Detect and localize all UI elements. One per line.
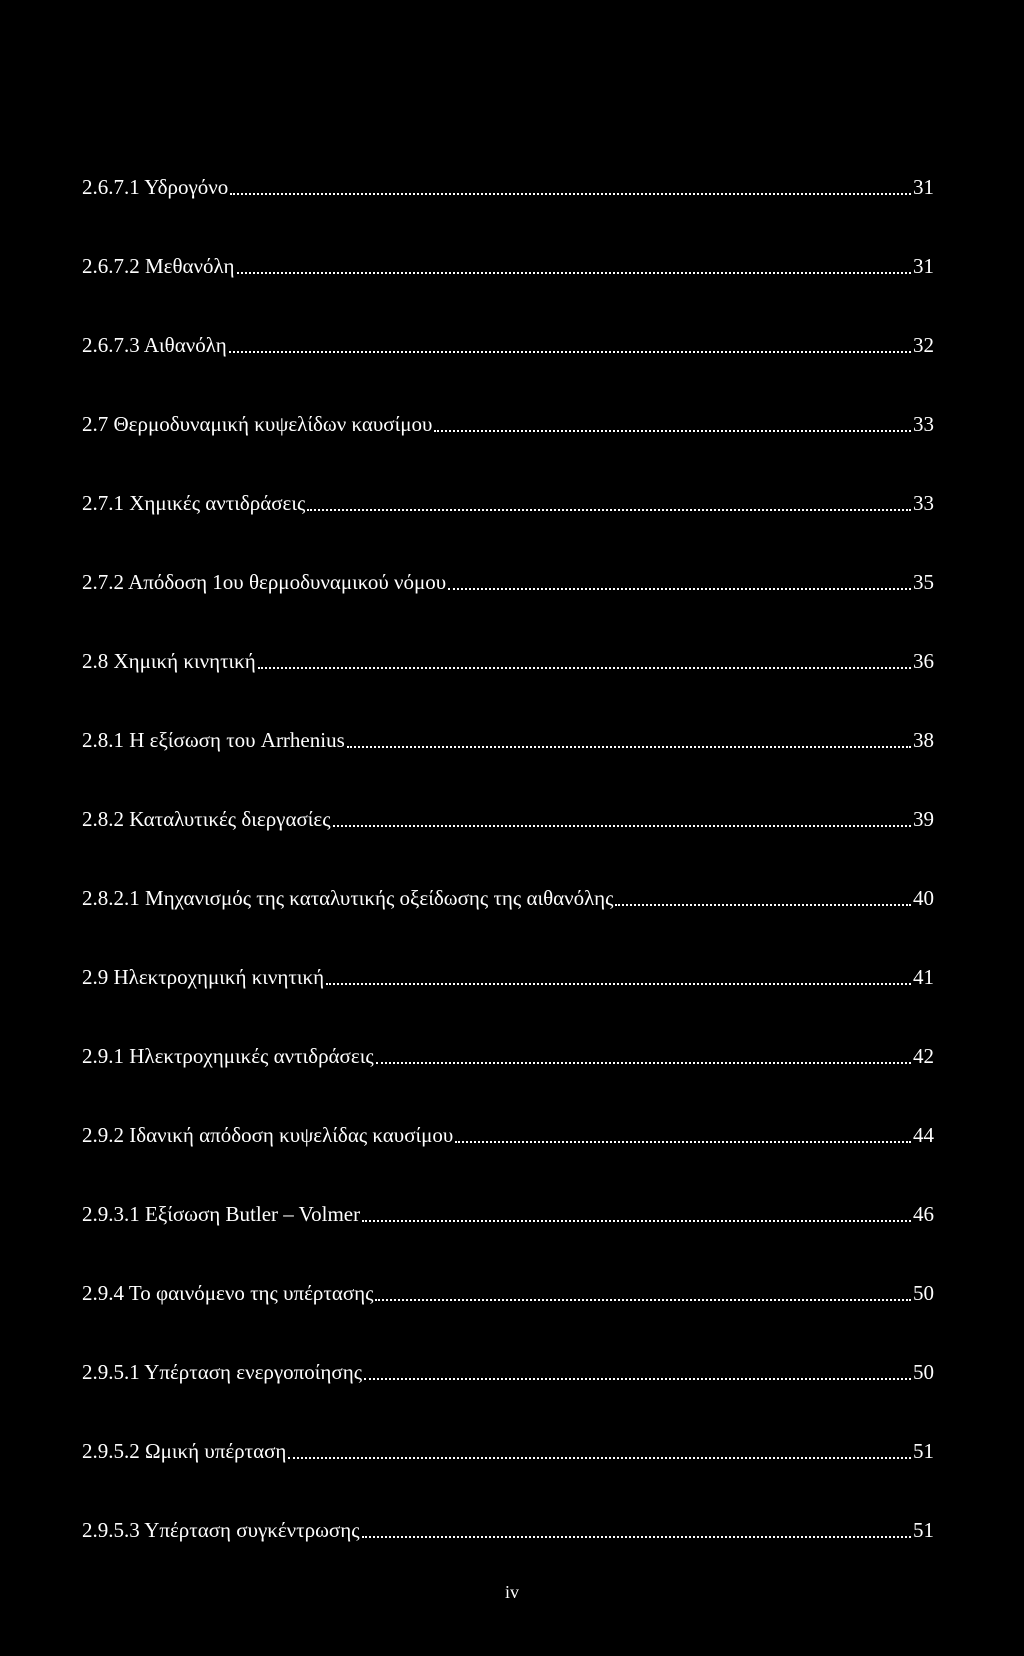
toc-entry-page: 46 bbox=[913, 1202, 934, 1226]
toc-dot-leader bbox=[364, 1378, 911, 1380]
toc-dot-leader bbox=[230, 193, 911, 195]
toc-entry-page: 50 bbox=[913, 1360, 934, 1384]
toc-entry bbox=[82, 252, 934, 280]
toc-entry bbox=[82, 1279, 934, 1307]
toc-entry bbox=[82, 331, 934, 359]
toc-dot-leader bbox=[326, 983, 911, 985]
toc-entry bbox=[82, 647, 934, 675]
toc-entry-title: 2.8.1 Η εξίσωση του Arrhenius bbox=[82, 728, 345, 752]
toc-entry-title: 2.6.7.3 Αιθανόλη bbox=[82, 333, 227, 357]
toc-dot-leader bbox=[615, 904, 911, 906]
toc-entry-page: 38 bbox=[913, 728, 934, 752]
toc-dot-leader bbox=[307, 509, 911, 511]
toc-entry-page: 51 bbox=[913, 1439, 934, 1463]
toc-dot-leader bbox=[347, 746, 911, 748]
toc-entry-page: 39 bbox=[913, 807, 934, 831]
toc-dot-leader bbox=[376, 1062, 911, 1064]
toc-entry bbox=[82, 1042, 934, 1070]
toc-entry-title: 2.8.2 Καταλυτικές διεργασίες bbox=[82, 807, 331, 831]
toc-entry-title: 2.7.2 Απόδοση 1ου θερμοδυναμικού νόμου bbox=[82, 570, 447, 594]
toc-entry bbox=[82, 1200, 934, 1228]
toc-entry-page: 36 bbox=[913, 649, 934, 673]
toc-dot-leader bbox=[362, 1220, 911, 1222]
toc-entry-page: 35 bbox=[913, 570, 934, 594]
toc-entry bbox=[82, 173, 934, 201]
toc-entry-page: 32 bbox=[913, 333, 934, 357]
toc-dot-leader bbox=[448, 588, 911, 590]
toc-dot-leader bbox=[362, 1536, 911, 1538]
toc-entry bbox=[82, 410, 934, 438]
toc-entry-title: 2.9.3.1 Εξίσωση Butler – Volmer bbox=[82, 1202, 361, 1226]
toc-entry bbox=[82, 963, 934, 991]
toc-entry bbox=[82, 726, 934, 754]
toc-entry bbox=[82, 1358, 934, 1386]
toc-entry bbox=[82, 568, 934, 596]
toc-entry-title: 2.9 Ηλεκτροχημική κινητική bbox=[82, 965, 325, 989]
toc-entry-page: 41 bbox=[913, 965, 934, 989]
toc-entry-page: 51 bbox=[913, 1518, 934, 1542]
toc-entry-page: 31 bbox=[913, 254, 934, 278]
toc-entry-title: 2.7 Θερμοδυναμική κυψελίδων καυσίμου bbox=[82, 412, 433, 436]
toc-entry-page: 40 bbox=[913, 886, 934, 910]
toc-entry-page: 31 bbox=[913, 175, 934, 199]
toc-entry-title: 2.9.1 Ηλεκτροχημικές αντιδράσεις bbox=[82, 1044, 374, 1068]
toc-entry-page: 50 bbox=[913, 1281, 934, 1305]
page-number: iv bbox=[504, 1582, 519, 1602]
toc-entry bbox=[82, 1516, 934, 1544]
toc-dot-leader bbox=[258, 667, 911, 669]
toc-entry-title: 2.9.5.2 Ωμική υπέρταση bbox=[82, 1439, 287, 1463]
toc-entry-title: 2.9.5.1 Υπέρταση ενεργοποίησης bbox=[82, 1360, 363, 1384]
toc-entry-title: 2.9.2 Ιδανική απόδοση κυψελίδας καυσίμου bbox=[82, 1123, 454, 1147]
toc-entry bbox=[82, 1121, 934, 1149]
toc-entry-title: 2.6.7.1 Υδρογόνο bbox=[82, 175, 229, 199]
toc-entry-title: 2.8 Χημική κινητική bbox=[82, 649, 256, 673]
toc-entry-page: 33 bbox=[913, 412, 934, 436]
toc-entry-page: 44 bbox=[913, 1123, 934, 1147]
toc-entry bbox=[82, 1437, 934, 1465]
toc-entry-title: 2.9.4 Το φαινόμενο της υπέρτασης bbox=[82, 1281, 374, 1305]
toc-dot-leader bbox=[375, 1299, 911, 1301]
toc-entry bbox=[82, 489, 934, 517]
toc-dot-leader bbox=[455, 1141, 911, 1143]
toc-dot-leader bbox=[237, 272, 911, 274]
toc-entry bbox=[82, 805, 934, 833]
toc-dot-leader bbox=[288, 1457, 911, 1459]
toc-entry-title: 2.8.2.1 Μηχανισμός της καταλυτικής οξείδωσης της αιθανόλης bbox=[82, 886, 614, 910]
toc-dot-leader bbox=[434, 430, 911, 432]
toc-dot-leader bbox=[229, 351, 911, 353]
toc-entry-page: 42 bbox=[913, 1044, 934, 1068]
toc-entry-title: 2.7.1 Χημικές αντιδράσεις bbox=[82, 491, 306, 515]
toc-dot-leader bbox=[333, 825, 911, 827]
toc-entry-title: 2.6.7.2 Μεθανόλη bbox=[82, 254, 235, 278]
toc-entry-title: 2.9.5.3 Υπέρταση συγκέντρωσης bbox=[82, 1518, 360, 1542]
toc-entry bbox=[82, 884, 934, 912]
toc-entry-page: 33 bbox=[913, 491, 934, 515]
